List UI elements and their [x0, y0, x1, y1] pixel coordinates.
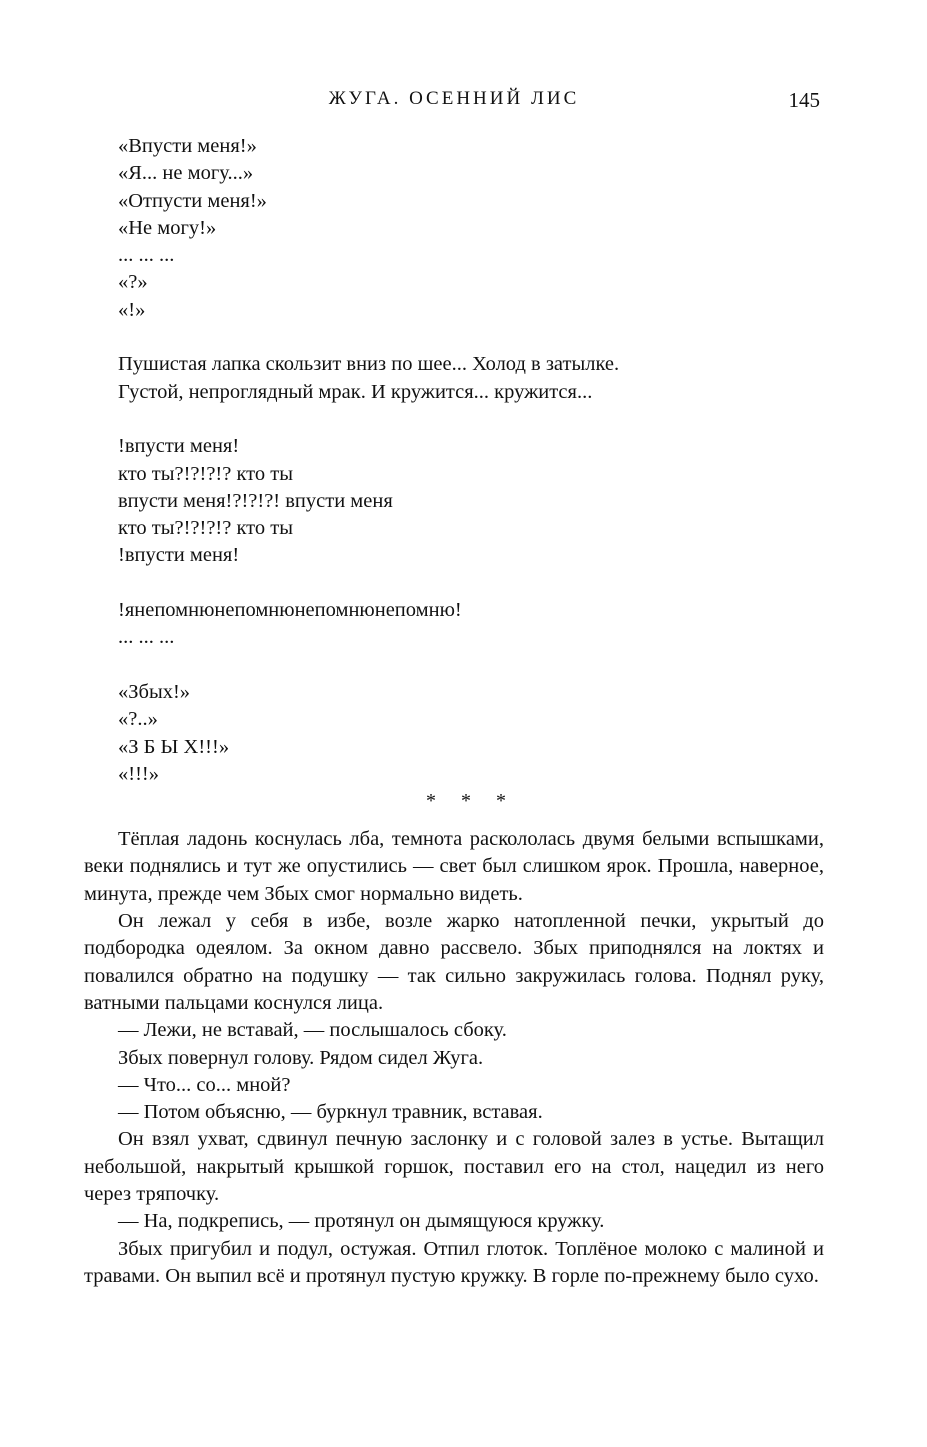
verse-line: !янепомнюнепомнюнепомнюнепомню! [118, 599, 462, 622]
page-body [84, 133, 824, 1290]
section-break: * * * [426, 790, 516, 813]
page-number: 145 [788, 88, 820, 112]
verse-line: ... ... ... [118, 626, 175, 649]
verse-line: «Збых!» [118, 680, 191, 703]
prose [84, 826, 824, 1290]
paragraph: Тёплая ладонь коснулась лба, темнота раскололась двумя белыми вспышками, веки поднялись и тут же опустились — свет был слишком ярок. Прошла, наверное, минута, прежде чем Збых смог нормально видеть. [84, 828, 824, 905]
blank-line [84, 406, 824, 433]
verse-line: ... ... ... [118, 244, 175, 267]
paragraph: Збых повернул голову. Рядом сидел Жуга. [118, 1046, 484, 1069]
verse-block [84, 351, 824, 406]
paragraph: Он лежал у себя в избе, возле жарко натопленной печки, укрытый до подбородка одеялом. За окном давно рассвело. Збых приподнялся на локтях и повалился обратно на подушку — так сильно закружилась голова. Поднял руку, ватными пальцами коснулся лица. [84, 910, 824, 1014]
verse-line: «Не могу!» [118, 216, 217, 239]
verse-block [84, 597, 824, 652]
verse-block [84, 433, 824, 569]
verse-line: «Отпусти меня!» [118, 189, 267, 212]
blank-line [84, 324, 824, 351]
verse-line: !впусти меня! [118, 544, 240, 567]
blank-line [84, 652, 824, 679]
verse-line: «?..» [118, 708, 158, 731]
verse-line: «!» [118, 298, 146, 321]
verse-line: «Впусти меня!» [118, 135, 257, 157]
verse-line: кто ты?!?!?!? кто ты [118, 517, 293, 540]
verse-line: кто ты?!?!?!? кто ты [118, 462, 293, 485]
verse-line: Пушистая лапка скользит вниз по шее... Холод в затылке. [118, 353, 620, 376]
verse-line: «Я... не могу...» [118, 162, 254, 185]
dialog-line: — Потом объясню, — буркнул травник, вставая. [118, 1101, 543, 1124]
verse-line: впусти меня!?!?!?! впусти меня [118, 489, 393, 512]
verse-block [84, 679, 824, 788]
verse-line: «?» [118, 271, 148, 294]
verse-line: «З Б Ы Х!!!» [118, 735, 230, 758]
dialog-line: — На, подкрепись, — протянул он дымящуюся кружку. [118, 1210, 605, 1233]
verse-line: Густой, непроглядный мрак. И кружится... кружится... [118, 380, 593, 403]
paragraph: Збых пригубил и подул, остужая. Отпил глоток. Топлёное молоко с малиной и травами. Он выпил всё и протянул пустую кружку. В горле по-прежнему было сухо. [84, 1237, 824, 1287]
page-header [84, 88, 824, 118]
paragraph: Он взял ухват, сдвинул печную заслонку и с головой залез в устье. Вытащил небольшой, накрытый крышкой горшок, поставил его на стол, нацедил из него через тряпочку. [84, 1128, 824, 1205]
dialog-line: — Лежи, не вставай, — послышалось сбоку. [118, 1019, 507, 1042]
verse-line: !впусти меня! [118, 435, 240, 458]
blank-line [84, 570, 824, 597]
verse-line: «!!!» [118, 762, 159, 785]
dialog-line: — Что... со... мной? [118, 1073, 291, 1096]
verse-block [84, 133, 824, 324]
running-title: ЖУГА. ОСЕННИЙ ЛИС [328, 88, 580, 109]
